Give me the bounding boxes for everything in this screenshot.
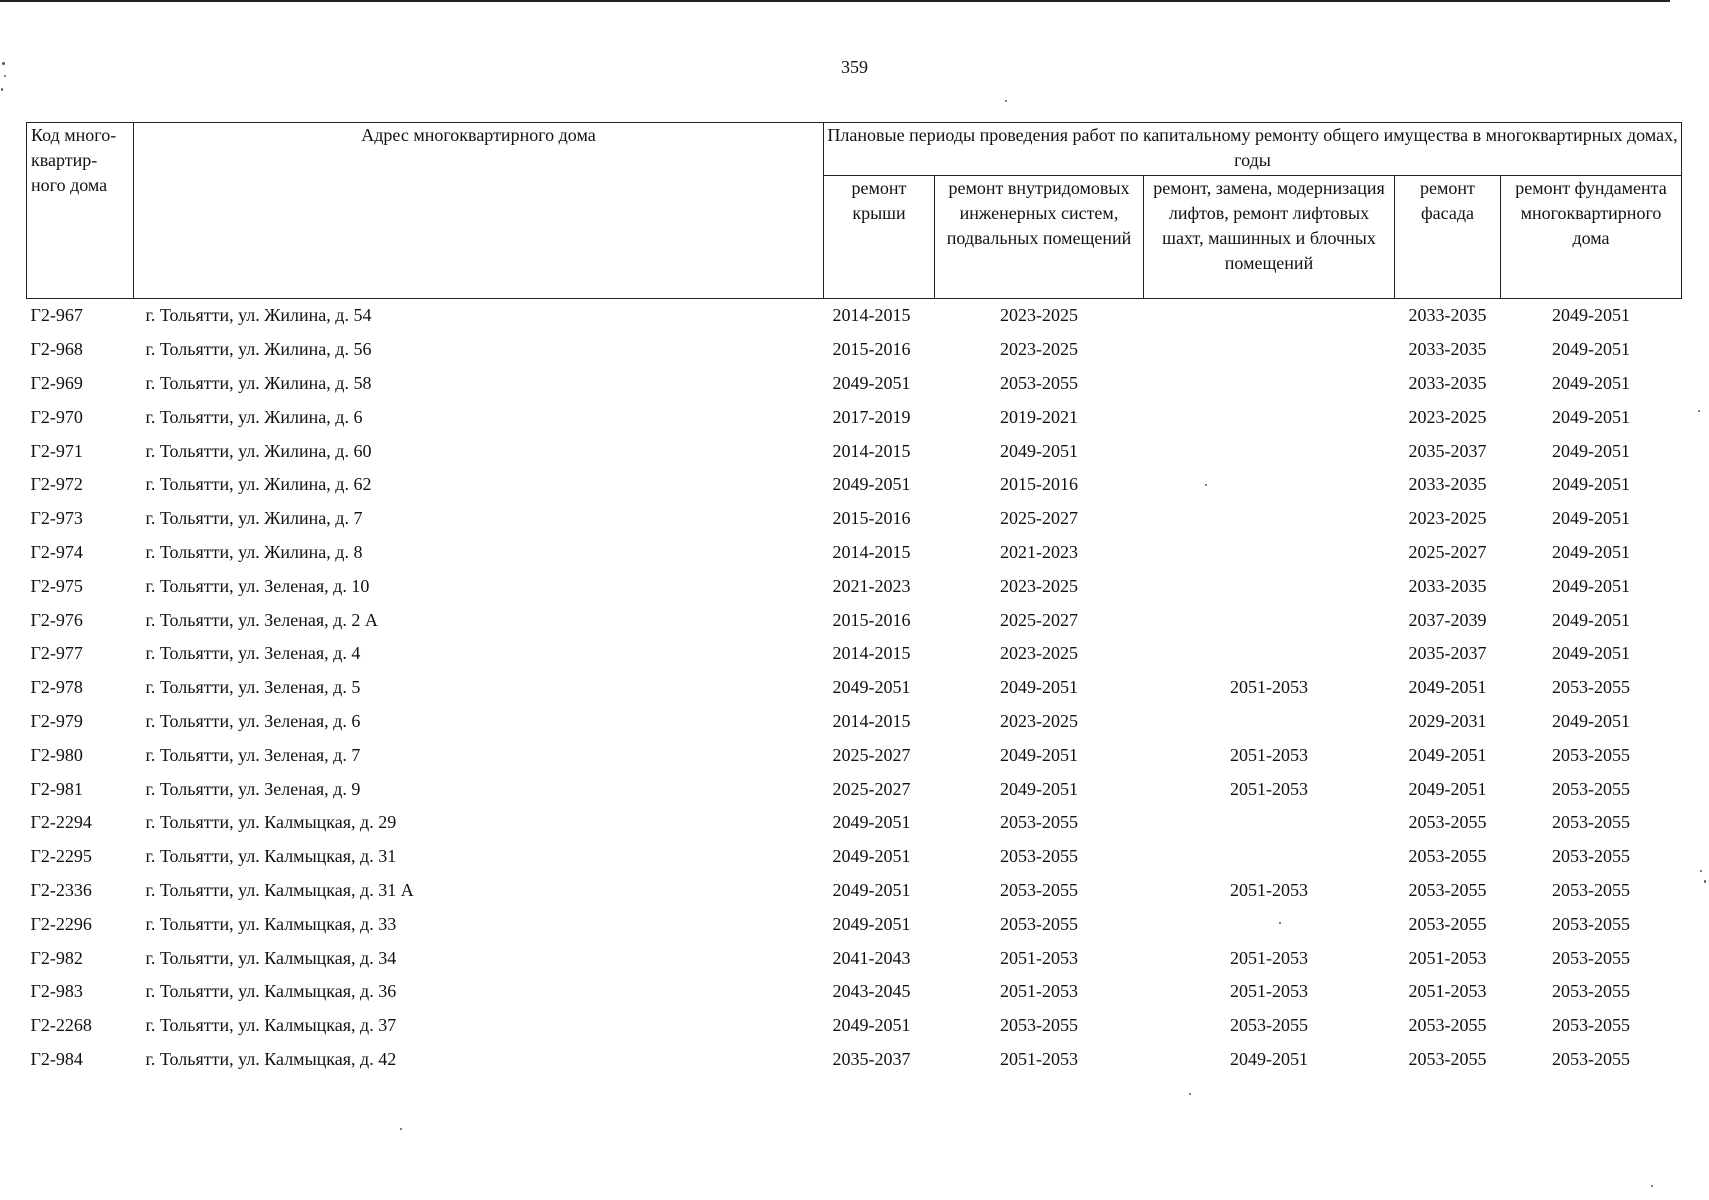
cell-code: Г2-983	[30, 981, 83, 1002]
cell-elevators	[1144, 806, 1395, 840]
table-row	[27, 806, 1682, 840]
header-elevators: ремонт, замена, модернизация лифтов, ремонт лифтовых шахт, машинных и блочных помещений	[1144, 176, 1395, 299]
cell-roof: 2025-2027	[832, 778, 911, 799]
cell-address: г. Тольятти, ул. Жилина, д. 54	[145, 305, 372, 326]
cell-roof: 2015-2016	[832, 339, 911, 360]
cell-foundation: 2053-2055	[1552, 1048, 1630, 1069]
cell-foundation: 2053-2055	[1552, 778, 1630, 799]
cell-code: Г2-970	[30, 406, 83, 427]
cell-foundation: 2049-2051	[1552, 508, 1630, 529]
cell-systems: 2053-2055	[1000, 372, 1078, 393]
cell-code: Г2-2268	[30, 1015, 92, 1036]
cell-code: Г2-978	[30, 677, 83, 698]
cell-code: Г2-984	[30, 1048, 83, 1069]
cell-address: г. Тольятти, ул. Калмыцкая, д. 36	[145, 981, 397, 1002]
cell-address: г. Тольятти, ул. Зеленая, д. 4	[145, 643, 361, 664]
cell-facade: 2033-2035	[1408, 474, 1487, 495]
cell-systems: 2053-2055	[1000, 846, 1078, 867]
table-body	[27, 299, 1682, 1077]
cell-facade: 2023-2025	[1408, 508, 1487, 529]
cell-elevators	[1144, 502, 1395, 536]
cell-roof: 2043-2045	[832, 981, 911, 1002]
cell-facade: 2053-2055	[1408, 1048, 1487, 1069]
cell-elevators: 2053-2055	[1230, 1015, 1308, 1036]
cell-systems: 2021-2023	[1000, 541, 1078, 562]
table-row	[27, 907, 1682, 941]
cell-facade: 2053-2055	[1408, 812, 1487, 833]
table-row	[27, 367, 1682, 401]
cell-foundation: 2049-2051	[1552, 710, 1630, 731]
cell-roof: 2049-2051	[832, 846, 911, 867]
cell-roof: 2014-2015	[832, 541, 911, 562]
cell-elevators	[1144, 536, 1395, 570]
cell-systems: 2023-2025	[1000, 643, 1078, 664]
cell-roof: 2014-2015	[832, 440, 911, 461]
cell-address: г. Тольятти, ул. Калмыцкая, д. 34	[145, 947, 397, 968]
cell-code: Г2-2296	[30, 913, 92, 934]
table-row	[27, 738, 1682, 772]
cell-roof: 2021-2023	[832, 575, 911, 596]
cell-address: г. Тольятти, ул. Калмыцкая, д. 29	[145, 812, 397, 833]
cell-foundation: 2049-2051	[1552, 305, 1630, 326]
table-row	[27, 840, 1682, 874]
cell-code: Г2-981	[30, 778, 83, 799]
cell-code: Г2-980	[30, 744, 83, 765]
cell-facade: 2053-2055	[1408, 879, 1487, 900]
cell-roof: 2049-2051	[832, 913, 911, 934]
cell-address: г. Тольятти, ул. Зеленая, д. 5	[145, 677, 361, 698]
cell-code: Г2-2294	[30, 812, 92, 833]
cell-systems: 2053-2055	[1000, 812, 1078, 833]
cell-facade: 2053-2055	[1408, 1015, 1487, 1036]
table-row	[27, 333, 1682, 367]
header-planned-periods: Плановые периоды проведения работ по капитальному ремонту общего имущества в многоквартирных домах, годы	[824, 123, 1682, 176]
table-row	[27, 536, 1682, 570]
cell-address: г. Тольятти, ул. Калмыцкая, д. 37	[145, 1015, 397, 1036]
cell-elevators: 2051-2053	[1230, 947, 1308, 968]
cell-systems: 2025-2027	[1000, 609, 1078, 630]
cell-systems: 2023-2025	[1000, 710, 1078, 731]
cell-roof: 2014-2015	[832, 710, 911, 731]
cell-address: г. Тольятти, ул. Жилина, д. 6	[145, 406, 363, 427]
cell-foundation: 2049-2051	[1552, 372, 1630, 393]
cell-systems: 2049-2051	[1000, 677, 1078, 698]
cell-facade: 2025-2027	[1408, 541, 1487, 562]
cell-facade: 2033-2035	[1408, 339, 1487, 360]
cell-facade: 2033-2035	[1408, 305, 1487, 326]
table-row	[27, 299, 1682, 333]
cell-elevators	[1144, 468, 1395, 502]
cell-code: Г2-977	[30, 643, 83, 664]
cell-elevators	[1144, 907, 1395, 941]
cell-systems: 2051-2053	[1000, 981, 1078, 1002]
header-code: Код много-квартир-ного дома	[27, 123, 134, 299]
cell-systems: 2051-2053	[1000, 1048, 1078, 1069]
cell-elevators	[1144, 840, 1395, 874]
cell-address: г. Тольятти, ул. Зеленая, д. 6	[145, 710, 361, 731]
cell-elevators: 2051-2053	[1230, 981, 1308, 1002]
cell-code: Г2-975	[30, 575, 83, 596]
cell-foundation: 2049-2051	[1552, 575, 1630, 596]
cell-facade: 2053-2055	[1408, 913, 1487, 934]
cell-facade: 2049-2051	[1408, 778, 1487, 799]
table-row	[27, 502, 1682, 536]
cell-facade: 2033-2035	[1408, 372, 1487, 393]
cell-address: г. Тольятти, ул. Жилина, д. 7	[145, 508, 363, 529]
cell-roof: 2015-2016	[832, 508, 911, 529]
cell-elevators	[1144, 569, 1395, 603]
cell-facade: 2035-2037	[1408, 643, 1487, 664]
cell-address: г. Тольятти, ул. Калмыцкая, д. 42	[145, 1048, 397, 1069]
cell-roof: 2049-2051	[832, 474, 911, 495]
table-row	[27, 874, 1682, 908]
cell-address: г. Тольятти, ул. Зеленая, д. 7	[145, 744, 361, 765]
page-number: 359	[841, 57, 868, 77]
cell-facade: 2049-2051	[1408, 677, 1487, 698]
cell-address: г. Тольятти, ул. Жилина, д. 62	[145, 474, 372, 495]
cell-systems: 2049-2051	[1000, 744, 1078, 765]
header-facade: ремонт фасада	[1395, 176, 1501, 299]
cell-elevators	[1144, 637, 1395, 671]
cell-address: г. Тольятти, ул. Жилина, д. 56	[145, 339, 372, 360]
cell-code: Г2-969	[30, 372, 83, 393]
cell-systems: 2049-2051	[1000, 440, 1078, 461]
cell-code: Г2-979	[30, 710, 83, 731]
cell-foundation: 2049-2051	[1552, 440, 1630, 461]
cell-address: г. Тольятти, ул. Зеленая, д. 2 А	[145, 609, 378, 630]
cell-systems: 2023-2025	[1000, 339, 1078, 360]
capital-repair-table-container	[26, 122, 1682, 1076]
cell-roof: 2035-2037	[832, 1048, 911, 1069]
table-row	[27, 603, 1682, 637]
cell-roof: 2049-2051	[832, 372, 911, 393]
cell-code: Г2-982	[30, 947, 83, 968]
table-row	[27, 400, 1682, 434]
cell-elevators	[1144, 367, 1395, 401]
cell-code: Г2-974	[30, 541, 83, 562]
cell-roof: 2041-2043	[832, 947, 911, 968]
cell-address: г. Тольятти, ул. Жилина, д. 58	[145, 372, 372, 393]
cell-systems: 2023-2025	[1000, 575, 1078, 596]
cell-roof: 2014-2015	[832, 643, 911, 664]
cell-systems: 2049-2051	[1000, 778, 1078, 799]
cell-systems: 2023-2025	[1000, 305, 1078, 326]
header-foundation: ремонт фундамента многоквартирного дома	[1501, 176, 1682, 299]
cell-foundation: 2053-2055	[1552, 812, 1630, 833]
cell-elevators	[1144, 400, 1395, 434]
cell-code: Г2-972	[30, 474, 83, 495]
cell-address: г. Тольятти, ул. Калмыцкая, д. 33	[145, 913, 397, 934]
cell-systems: 2053-2055	[1000, 879, 1078, 900]
cell-foundation: 2049-2051	[1552, 541, 1630, 562]
header-address: Адрес многоквартирного дома	[134, 123, 824, 299]
cell-systems: 2051-2053	[1000, 947, 1078, 968]
table-row	[27, 772, 1682, 806]
table-row	[27, 434, 1682, 468]
cell-facade: 2049-2051	[1408, 744, 1487, 765]
cell-foundation: 2053-2055	[1552, 947, 1630, 968]
capital-repair-table	[26, 122, 1682, 1076]
cell-elevators	[1144, 333, 1395, 367]
cell-facade: 2035-2037	[1408, 440, 1487, 461]
header-roof: ремонт крыши	[824, 176, 935, 299]
table-row	[27, 468, 1682, 502]
cell-code: Г2-973	[30, 508, 83, 529]
cell-elevators	[1144, 603, 1395, 637]
cell-roof: 2015-2016	[832, 609, 911, 630]
header-systems: ремонт внутридомовых инженерных систем, подвальных помещений	[935, 176, 1144, 299]
cell-code: Г2-971	[30, 440, 83, 461]
table-row	[27, 569, 1682, 603]
cell-roof: 2025-2027	[832, 744, 911, 765]
cell-systems: 2015-2016	[1000, 474, 1078, 495]
cell-code: Г2-968	[30, 339, 83, 360]
cell-foundation: 2049-2051	[1552, 643, 1630, 664]
cell-foundation: 2049-2051	[1552, 609, 1630, 630]
cell-systems: 2053-2055	[1000, 913, 1078, 934]
table-header	[27, 123, 1682, 299]
table-row	[27, 637, 1682, 671]
cell-address: г. Тольятти, ул. Жилина, д. 8	[145, 541, 363, 562]
cell-code: Г2-967	[30, 305, 83, 326]
cell-facade: 2037-2039	[1408, 609, 1487, 630]
cell-foundation: 2049-2051	[1552, 474, 1630, 495]
cell-elevators: 2051-2053	[1230, 677, 1308, 698]
cell-foundation: 2053-2055	[1552, 744, 1630, 765]
cell-roof: 2049-2051	[832, 879, 911, 900]
cell-foundation: 2053-2055	[1552, 879, 1630, 900]
cell-code: Г2-2295	[30, 846, 92, 867]
table-row	[27, 671, 1682, 705]
cell-roof: 2049-2051	[832, 1015, 911, 1036]
cell-systems: 2019-2021	[1000, 406, 1078, 427]
cell-foundation: 2053-2055	[1552, 913, 1630, 934]
cell-facade: 2053-2055	[1408, 846, 1487, 867]
table-row	[27, 1043, 1682, 1077]
cell-address: г. Тольятти, ул. Зеленая, д. 10	[145, 575, 370, 596]
cell-code: Г2-976	[30, 609, 83, 630]
top-border-rule	[0, 0, 1670, 2]
cell-code: Г2-2336	[30, 879, 92, 900]
cell-facade: 2029-2031	[1408, 710, 1487, 731]
cell-elevators: 2051-2053	[1230, 778, 1308, 799]
cell-address: г. Тольятти, ул. Жилина, д. 60	[145, 440, 372, 461]
cell-elevators: 2051-2053	[1230, 744, 1308, 765]
cell-address: г. Тольятти, ул. Калмыцкая, д. 31 А	[145, 879, 414, 900]
cell-elevators	[1144, 705, 1395, 739]
cell-systems: 2025-2027	[1000, 508, 1078, 529]
cell-roof: 2014-2015	[832, 305, 911, 326]
cell-elevators	[1144, 299, 1395, 333]
cell-facade: 2033-2035	[1408, 575, 1487, 596]
table-row	[27, 1009, 1682, 1043]
cell-facade: 2051-2053	[1408, 947, 1487, 968]
cell-roof: 2049-2051	[832, 677, 911, 698]
cell-address: г. Тольятти, ул. Зеленая, д. 9	[145, 778, 361, 799]
cell-foundation: 2053-2055	[1552, 1015, 1630, 1036]
cell-foundation: 2053-2055	[1552, 846, 1630, 867]
table-row	[27, 975, 1682, 1009]
header-row-1	[27, 123, 1682, 176]
cell-elevators	[1144, 434, 1395, 468]
cell-facade: 2023-2025	[1408, 406, 1487, 427]
cell-roof: 2017-2019	[832, 406, 911, 427]
cell-foundation: 2049-2051	[1552, 406, 1630, 427]
cell-systems: 2053-2055	[1000, 1015, 1078, 1036]
cell-facade: 2051-2053	[1408, 981, 1487, 1002]
cell-elevators: 2049-2051	[1230, 1048, 1308, 1069]
table-row	[27, 941, 1682, 975]
cell-foundation: 2053-2055	[1552, 677, 1630, 698]
cell-address: г. Тольятти, ул. Калмыцкая, д. 31	[145, 846, 397, 867]
cell-foundation: 2049-2051	[1552, 339, 1630, 360]
cell-roof: 2049-2051	[832, 812, 911, 833]
cell-foundation: 2053-2055	[1552, 981, 1630, 1002]
cell-elevators: 2051-2053	[1230, 879, 1308, 900]
table-row	[27, 705, 1682, 739]
